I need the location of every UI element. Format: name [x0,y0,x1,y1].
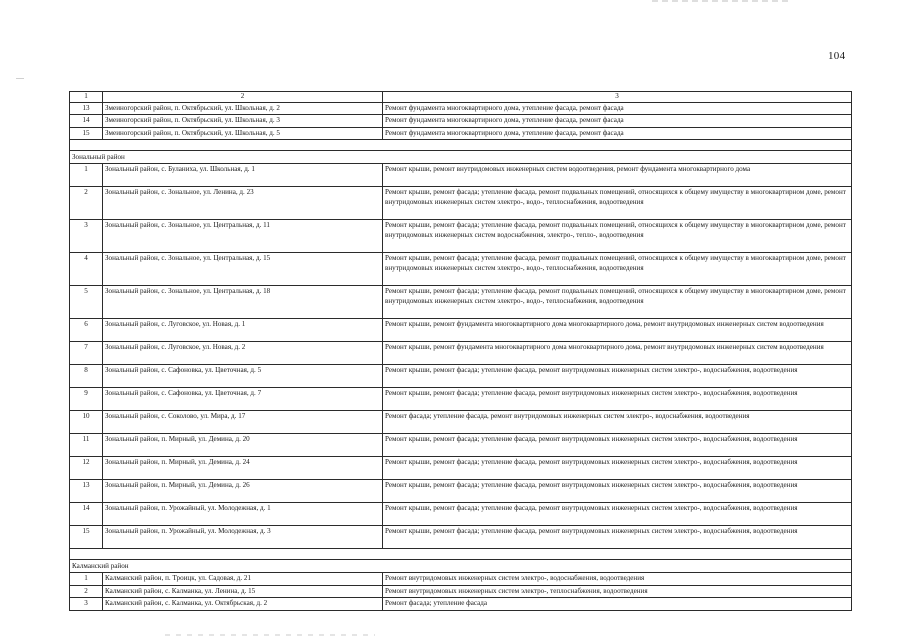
table-row [70,342,852,365]
row-works: Ремонт крыши, ремонт внутридомовых инженерных систем водоотведения, ремонт фундамента многоквартирного дома [383,164,852,187]
row-address: Зональный район, с. Зональное, ул. Центральная, д. 15 [103,253,383,286]
row-number: 9 [70,388,103,411]
table-row [70,411,852,434]
row-address: Змеиногорский район, п. Октябрьский, ул. Школьная, д. 3 [103,115,383,128]
row-address: Зональный район, с. Луговское, ул. Новая, д. 2 [103,342,383,365]
scan-artifact-bottom [165,634,375,636]
row-works: Ремонт крыши, ремонт фасада; утепление фасада, ремонт подвальных помещений, относящихся к общему имуществу в многоквартирном доме, ремонт внутридомовых инженерных систем электро-, водо-, теплоснабжения, водоотведения [383,286,852,319]
table-row [70,503,852,526]
row-works: Ремонт крыши, ремонт фасада; утепление фасада, ремонт внутридомовых инженерных систем электро-, водоснабжения, водоотведения [383,457,852,480]
row-address: Зональный район, с. Сафоновка, ул. Цветочная, д. 7 [103,388,383,411]
row-number: 5 [70,286,103,319]
row-works: Ремонт крыши, ремонт фасада; утепление фасада, ремонт подвальных помещений, относящихся к общему имуществу в многоквартирном доме, ремонт внутридомовых инженерных систем электро-, водо-, теплоснабжения, водоотведения [383,187,852,220]
row-works: Ремонт крыши, ремонт фасада; утепление фасада, ремонт подвальных помещений, относящихся к общему имуществу в многоквартирном доме, ремонт внутридомовых инженерных систем водоснабжения, электро-, тепло-, водоотведения [383,220,852,253]
row-works: Ремонт крыши, ремонт фасада; утепление фасада, ремонт внутридомовых инженерных систем электро-, водоснабжения, водоотведения [383,388,852,411]
row-address: Калманский район, с. Калманка, ул. Ленина, д. 15 [103,585,383,598]
row-works: Ремонт крыши, ремонт фундамента многоквартирного дома многоквартирного дома, ремонт внутридомовых инженерных систем водоотведения [383,342,852,365]
row-number: 3 [70,220,103,253]
row-address: Калманский район, п. Троицк, ул. Садовая, д. 21 [103,573,383,586]
repair-schedule-table [69,91,852,611]
row-number: 3 [70,598,103,611]
table-row [70,526,852,549]
row-works: Ремонт фундамента многоквартирного дома, утепление фасада, ремонт фасада [383,115,852,128]
row-number: 2 [70,187,103,220]
table-row [70,253,852,286]
row-address: Змеиногорский район, п. Октябрьский, ул. Школьная, д. 2 [103,102,383,115]
row-number: 15 [70,526,103,549]
table-header-row [70,92,852,103]
table-row [70,102,852,115]
district-heading: Калманский район [70,560,852,573]
row-address: Зональный район, п. Мирный, ул. Демина, д. 26 [103,480,383,503]
row-number: 2 [70,585,103,598]
row-works: Ремонт фасада; утепление фасада, ремонт внутридомовых инженерных систем электро-, водоснабжения, водоотведения [383,411,852,434]
table-row [70,164,852,187]
row-address: Калманский район, с. Калманка, ул. Октябрьская, д. 2 [103,598,383,611]
row-address: Зональный район, с. Буланиха, ул. Школьная, д. 1 [103,164,383,187]
row-address: Зональный район, п. Мирный, ул. Демина, д. 24 [103,457,383,480]
table-row [70,286,852,319]
row-address: Зональный район, п. Урожайный, ул. Молодежная, д. 1 [103,503,383,526]
row-number: 14 [70,503,103,526]
row-works: Ремонт фасада; утепление фасада [383,598,852,611]
table-row [70,585,852,598]
row-number: 6 [70,319,103,342]
row-number: 11 [70,434,103,457]
row-address: Зональный район, с. Зональное, ул. Ленина, д. 23 [103,187,383,220]
row-number: 13 [70,480,103,503]
table-row [70,388,852,411]
district-heading-row [70,560,852,573]
section-spacer-row [70,549,852,560]
table-row [70,127,852,140]
row-number: 13 [70,102,103,115]
section-spacer-row [70,140,852,151]
row-works: Ремонт фундамента многоквартирного дома, утепление фасада, ремонт фасада [383,127,852,140]
district-heading: Зональный район [70,151,852,164]
table-row [70,598,852,611]
row-address: Зональный район, с. Луговское, ул. Новая, д. 1 [103,319,383,342]
spacer-cell [70,140,852,151]
table-body [70,92,852,611]
row-address: Зональный район, с. Сафоновка, ул. Цветочная, д. 5 [103,365,383,388]
row-address: Зональный район, с. Зональное, ул. Центральная, д. 18 [103,286,383,319]
row-number: 8 [70,365,103,388]
row-works: Ремонт внутридомовых инженерных систем электро-, водоснабжения, водоотведения [383,573,852,586]
row-number: 10 [70,411,103,434]
row-address: Зональный район, с. Соколово, ул. Мира, д. 17 [103,411,383,434]
row-number: 7 [70,342,103,365]
scan-artifact-left [16,78,24,79]
table-row [70,115,852,128]
header-col-address: 2 [103,92,383,103]
row-address: Зональный район, с. Зональное, ул. Центральная, д. 11 [103,220,383,253]
table-row [70,220,852,253]
row-works: Ремонт крыши, ремонт фасада; утепление фасада, ремонт внутридомовых инженерных систем электро-, водоснабжения, водоотведения [383,480,852,503]
row-number: 4 [70,253,103,286]
row-address: Зональный район, п. Урожайный, ул. Молодежная, д. 3 [103,526,383,549]
table-row [70,319,852,342]
header-col-works: 3 [383,92,852,103]
row-address: Змеиногорский район, п. Октябрьский, ул. Школьная, д. 5 [103,127,383,140]
table-row [70,573,852,586]
row-works: Ремонт крыши, ремонт фасада; утепление фасада, ремонт внутридомовых инженерных систем электро-, водоснабжения, водоотведения [383,434,852,457]
row-works: Ремонт фундамента многоквартирного дома, утепление фасада, ремонт фасада [383,102,852,115]
district-heading-row [70,151,852,164]
row-number: 1 [70,164,103,187]
header-col-number: 1 [70,92,103,103]
row-address: Зональный район, п. Мирный, ул. Демина, д. 20 [103,434,383,457]
table-row [70,457,852,480]
page-number: 104 [828,50,846,62]
row-works: Ремонт внутридомовых инженерных систем электро-, теплоснабжения, водоотведения [383,585,852,598]
table-row [70,187,852,220]
row-number: 14 [70,115,103,128]
row-works: Ремонт крыши, ремонт фасада; утепление фасада, ремонт внутридомовых инженерных систем электро-, водоснабжения, водоотведения [383,365,852,388]
table-row [70,480,852,503]
row-number: 1 [70,573,103,586]
row-number: 12 [70,457,103,480]
spacer-cell [70,549,852,560]
row-works: Ремонт крыши, ремонт фасада; утепление фасада, ремонт подвальных помещений, относящихся к общему имуществу в многоквартирном доме, ремонт внутридомовых инженерных систем электро-, водо-, теплоснабжения, водоотведения [383,253,852,286]
row-works: Ремонт крыши, ремонт фасада; утепление фасада, ремонт внутридомовых инженерных систем электро-, водоснабжения, водоотведения [383,503,852,526]
table-row [70,365,852,388]
row-works: Ремонт крыши, ремонт фасада; утепление фасада, ремонт внутридомовых инженерных систем электро-, водоснабжения, водоотведения [383,526,852,549]
table-row [70,434,852,457]
scan-artifact-top [652,0,792,2]
row-works: Ремонт крыши, ремонт фундамента многоквартирного дома многоквартирного дома, ремонт внутридомовых инженерных систем водоотведения [383,319,852,342]
row-number: 15 [70,127,103,140]
